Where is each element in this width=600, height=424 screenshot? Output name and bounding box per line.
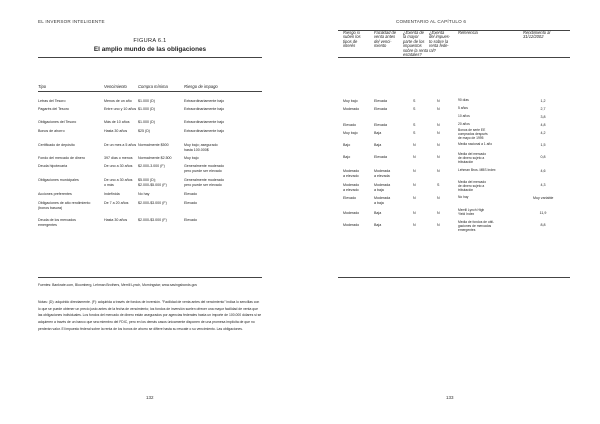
row-compra: Normalmente $500 — [138, 143, 169, 147]
row-riesgo: Muy bajo — [184, 156, 199, 160]
row-exenta-estatal: S — [413, 123, 416, 127]
row-referencia: Lehman Bros. MBS Index — [458, 168, 496, 172]
col-header-2: ¿Exenta de — [403, 30, 424, 35]
row-exenta-federal: N — [437, 143, 440, 147]
row-riesgo: Extraordinariamente bajo — [184, 120, 225, 124]
row-facilidad-venta: Elevada — [374, 107, 387, 111]
row-compra: No hay — [138, 192, 150, 196]
row-facilidad-venta: Moderada — [374, 196, 391, 200]
row-facilidad-venta: Baja — [374, 143, 382, 147]
row-riesgo: Generalmente moderado — [184, 178, 224, 182]
row-referencia: 90 días — [458, 98, 469, 102]
row-referencia: gaciones de mercados — [458, 223, 492, 228]
col-header-compra: Compra mínima — [138, 84, 168, 89]
row-facilidad-venta: Elevada — [374, 99, 387, 103]
row-facilidad-venta: Elevada — [374, 123, 387, 127]
row-riesgo: pero puede ser elevado — [184, 168, 222, 173]
row-tipo: Bonos de ahorro — [38, 129, 65, 133]
col-header-3: ¿Exenta — [429, 30, 445, 35]
figure-title: El amplio mundo de las obligaciones — [93, 46, 207, 53]
row-rendimiento: 8,8 — [540, 223, 546, 227]
col-header-4: Referencia — [458, 30, 478, 35]
right-header-rule — [338, 57, 570, 58]
row-riesgo-tipos: Moderado — [343, 169, 360, 173]
row-rendimiento: 1,5 — [540, 143, 546, 147]
row-exenta-estatal: S — [413, 131, 416, 135]
row-facilidad-venta: Elevada — [374, 155, 387, 159]
row-rendimiento: 0,8 — [540, 155, 546, 159]
row-vencimiento: Menos de un año — [104, 99, 132, 103]
right-page-number: 133 — [446, 395, 454, 400]
row-riesgo: Extraordinariamente bajo — [184, 107, 225, 111]
row-vencimiento: Hasta 30 años — [104, 218, 128, 222]
row-riesgo: Generalmente moderado — [184, 164, 224, 168]
row-facilidad-venta: a elevada — [374, 173, 390, 178]
row-rendimiento: 4,6 — [540, 169, 546, 173]
row-compra: $5.000 (D); — [138, 178, 156, 182]
row-vencimiento: De uno a 30 años — [104, 164, 133, 168]
row-riesgo-tipos: Moderado — [343, 223, 360, 227]
row-riesgo-tipos: Bajo — [343, 155, 351, 159]
row-referencia: 5 años — [458, 106, 468, 110]
row-exenta-federal: N — [437, 169, 440, 173]
row-referencia: 20 años — [458, 122, 470, 126]
row-compra: $2.000-$3.000 (F) — [138, 218, 167, 222]
header-rule — [38, 91, 262, 92]
row-vencimiento: Más de 10 años — [104, 120, 130, 124]
row-tipo: Deuda de los mercados — [38, 218, 76, 222]
row-referencia: Media del mercado — [458, 152, 487, 156]
row-riesgo-tipos: a elevado — [343, 173, 359, 178]
col-header-1: del venci- — [374, 38, 392, 44]
col-header-1: miento — [374, 43, 387, 49]
row-riesgo: Elevado — [184, 218, 197, 222]
row-compra: $25 (D) — [138, 129, 150, 133]
row-facilidad-venta: Baja — [374, 131, 382, 135]
row-referencia: Yield Index — [458, 211, 475, 216]
row-exenta-federal: N — [437, 223, 440, 227]
row-exenta-estatal: N — [413, 155, 416, 159]
row-riesgo-tipos: Muy bajo — [343, 131, 358, 135]
row-exenta-federal: N — [437, 99, 440, 103]
col-header-1: venta antes — [374, 34, 396, 40]
row-riesgo-tipos: Muy bajo — [343, 99, 358, 103]
row-vencimiento-cont: o más — [104, 182, 114, 187]
left-page-number: 132 — [146, 395, 154, 400]
col-header-vencimiento: Vencimiento — [104, 84, 127, 89]
col-header-2: impuestos — [403, 43, 422, 49]
row-compra: Normalmente $2.500 — [138, 156, 172, 160]
row-riesgo: pero puede ser elevado — [184, 182, 222, 187]
row-tipo: Deuda hipotecaria — [38, 164, 68, 168]
row-vencimiento: Entre uno y 10 años — [104, 107, 137, 111]
figure-number: FIGURA 6.1 — [133, 38, 167, 44]
row-rendimiento: 3,8 — [540, 115, 546, 119]
row-riesgo-tipos: a elevado — [343, 187, 359, 192]
right-table-bottom-rule — [338, 277, 570, 278]
col-header-2: estatales? — [403, 52, 422, 57]
row-tipo: Letras del Tesoro — [38, 99, 66, 103]
row-referencia: de dinero sujeto a — [458, 155, 485, 160]
sources-note: Fuentes: Bankrate.com, Bloomberg, Lehman Brothers, Merrill Lynch, Morningstar; www.savingsbonds.gov — [38, 283, 198, 287]
col-header-1: Facilidad de — [374, 30, 397, 35]
row-compra: $1.000 (D) — [138, 99, 155, 103]
row-facilidad-venta: Baja — [374, 211, 382, 215]
row-riesgo-tipos: Moderado — [343, 211, 360, 215]
row-exenta-federal: N — [437, 131, 440, 135]
row-riesgo-tipos: Elevado — [343, 196, 356, 200]
row-exenta-federal: N — [437, 196, 440, 200]
row-facilidad-venta: a baja — [374, 200, 384, 205]
row-referencia: Media de fondos de obli- — [458, 220, 495, 224]
row-exenta-estatal: N — [413, 169, 416, 173]
row-rendimiento: 4,8 — [540, 123, 546, 127]
right-page — [300, 0, 600, 424]
row-tipo: Certificado de depósito — [38, 143, 75, 147]
row-exenta-federal: S — [437, 183, 440, 187]
row-tipo: Obligaciones de alto rendimiento — [38, 201, 91, 205]
row-exenta-federal: N — [437, 107, 440, 111]
row-compra: $2.000-$3.000 (F) — [138, 201, 167, 205]
col-header-tipo: Tipo — [38, 84, 47, 89]
table-bottom-rule — [38, 277, 262, 278]
row-rendimiento: 4,2 — [540, 131, 546, 135]
row-riesgo: Elevado — [184, 201, 197, 205]
row-tipo: Acciones preferentes — [38, 192, 72, 196]
row-referencia: comprados después — [458, 131, 488, 136]
row-compra-cont: $2.000-$5.000 (F) — [138, 182, 167, 187]
row-exenta-estatal: N — [413, 183, 416, 187]
row-riesgo-tipos: Moderado — [343, 107, 360, 111]
col-header-5: 31/12/2002 — [523, 34, 544, 40]
row-exenta-federal: N — [437, 123, 440, 127]
row-referencia: de dinero sujeto a — [458, 183, 485, 188]
table-top-rule — [38, 57, 262, 58]
row-vencimiento: De un mes a 5 años — [104, 143, 137, 147]
row-rendimiento: 2,7 — [540, 107, 546, 111]
col-header-2: sobre la renta — [403, 47, 429, 53]
row-tipo: Fondo del mercado de dinero — [38, 156, 85, 160]
row-facilidad-venta: Moderada — [374, 169, 391, 173]
row-rendimiento: Muy variable — [533, 196, 554, 200]
row-referencia: tributación — [458, 187, 474, 192]
row-tipo-cont: (bonos basura) — [38, 205, 63, 210]
row-referencia: Media nacional a 1 año — [458, 142, 493, 146]
col-header-riesgo: Riesgo de impago — [184, 84, 218, 89]
row-vencimiento: Indefinida — [104, 192, 120, 196]
row-riesgo-tipos: Bajo — [343, 143, 351, 147]
col-header-3: renta fede- — [429, 43, 449, 49]
row-exenta-estatal: S — [413, 99, 416, 103]
row-vencimiento: Hasta 30 años — [104, 129, 128, 133]
row-riesgo-tipos: Elevado — [343, 123, 356, 127]
row-referencia: Bonos de serie EE — [458, 128, 486, 132]
row-rendimiento: 1,2 — [540, 99, 546, 103]
row-vencimiento: De 7 a 20 años — [104, 201, 129, 205]
row-tipo-cont: emergentes — [38, 222, 57, 227]
row-tipo: Obligaciones municipales — [38, 178, 79, 182]
col-header-3: del impues- — [429, 34, 451, 40]
row-exenta-estatal: N — [413, 196, 416, 200]
right-running-head: COMENTARIO AL CAPÍTULO 6 — [396, 19, 467, 24]
row-exenta-estatal: S — [413, 107, 416, 111]
left-running-head: EL INVERSOR INTELIGENTE — [38, 19, 105, 24]
row-riesgo-tipos: Moderado — [343, 183, 360, 187]
row-exenta-federal: N — [437, 211, 440, 215]
row-facilidad-venta: Moderada — [374, 183, 391, 187]
row-vencimiento: 397 días o menos — [104, 156, 133, 160]
col-header-2: parte de los — [403, 38, 425, 44]
col-header-0: Riesgo si — [343, 30, 360, 35]
row-rendimiento: 4,3 — [540, 183, 546, 187]
row-referencia: tributación — [458, 159, 474, 164]
col-header-3: ral? — [429, 47, 436, 53]
row-riesgo: Elevado — [184, 192, 197, 196]
col-header-3: to sobre la — [429, 38, 449, 44]
row-exenta-federal: N — [437, 155, 440, 159]
row-riesgo: hasta 100.000$ — [184, 147, 209, 152]
row-facilidad-venta: Baja — [374, 223, 382, 227]
col-header-2: la mayor — [403, 34, 419, 40]
row-referencia: No hay — [458, 195, 469, 199]
col-header-0: suben los — [343, 34, 361, 40]
col-header-0: tipos de — [343, 38, 358, 44]
row-exenta-estatal: N — [413, 211, 416, 215]
notes-paragraph: Notas: (D): adquirido directamente. (F): adquirida a través de fondos de inversión. "Facilidad de venta antes del vencimiento" indica lo sencillas con lo que se puede obtener un precio justo antes de la fecha de vencimiento; los fondos de inversión suelen ofrecer una mayor facilidad de venta que las obligaciones individuales. Los fondos del mercado de dinero están asegurados por agencias federales hasta un importe de 100.000 dólares si se adquieren a través de un banco que sea miembro del FDIC, pero en los demás casos únicamente disponen de una promesa implícita de que no perderán valor. El impuesto federal sobre la renta de los bonos de ahorro se difiere hasta su rescate o su vencimiento. Las obligaciones. — [38, 300, 262, 331]
row-referencia: emergentes — [458, 227, 476, 232]
col-header-5: Rendimiento al — [523, 30, 551, 35]
row-facilidad-venta: a baja — [374, 187, 384, 192]
row-referencia: 10 años — [458, 114, 470, 118]
row-compra: $2.000-3.000 (F) — [138, 164, 165, 168]
row-compra: $1.000 (D) — [138, 120, 155, 124]
row-rendimiento: 11,9 — [539, 211, 547, 215]
row-compra: $1.000 (D) — [138, 107, 155, 111]
row-riesgo: Muy bajo; asegurado — [184, 143, 218, 147]
row-tipo: Pagarés del Tesoro — [38, 107, 69, 111]
row-referencia: Media del mercado — [458, 180, 487, 184]
row-exenta-estatal: N — [413, 143, 416, 147]
row-referencia: Merrill Lynch High — [458, 208, 485, 212]
row-tipo: Obligaciones del Tesoro — [38, 120, 77, 124]
row-exenta-estatal: N — [413, 223, 416, 227]
row-referencia: de mayo de 1995 — [458, 135, 484, 140]
col-header-0: interés — [343, 43, 356, 49]
row-riesgo: Extraordinariamente bajo — [184, 99, 225, 103]
row-vencimiento: De uno a 30 años — [104, 178, 133, 182]
row-riesgo: Extraordinariamente bajo — [184, 129, 225, 133]
